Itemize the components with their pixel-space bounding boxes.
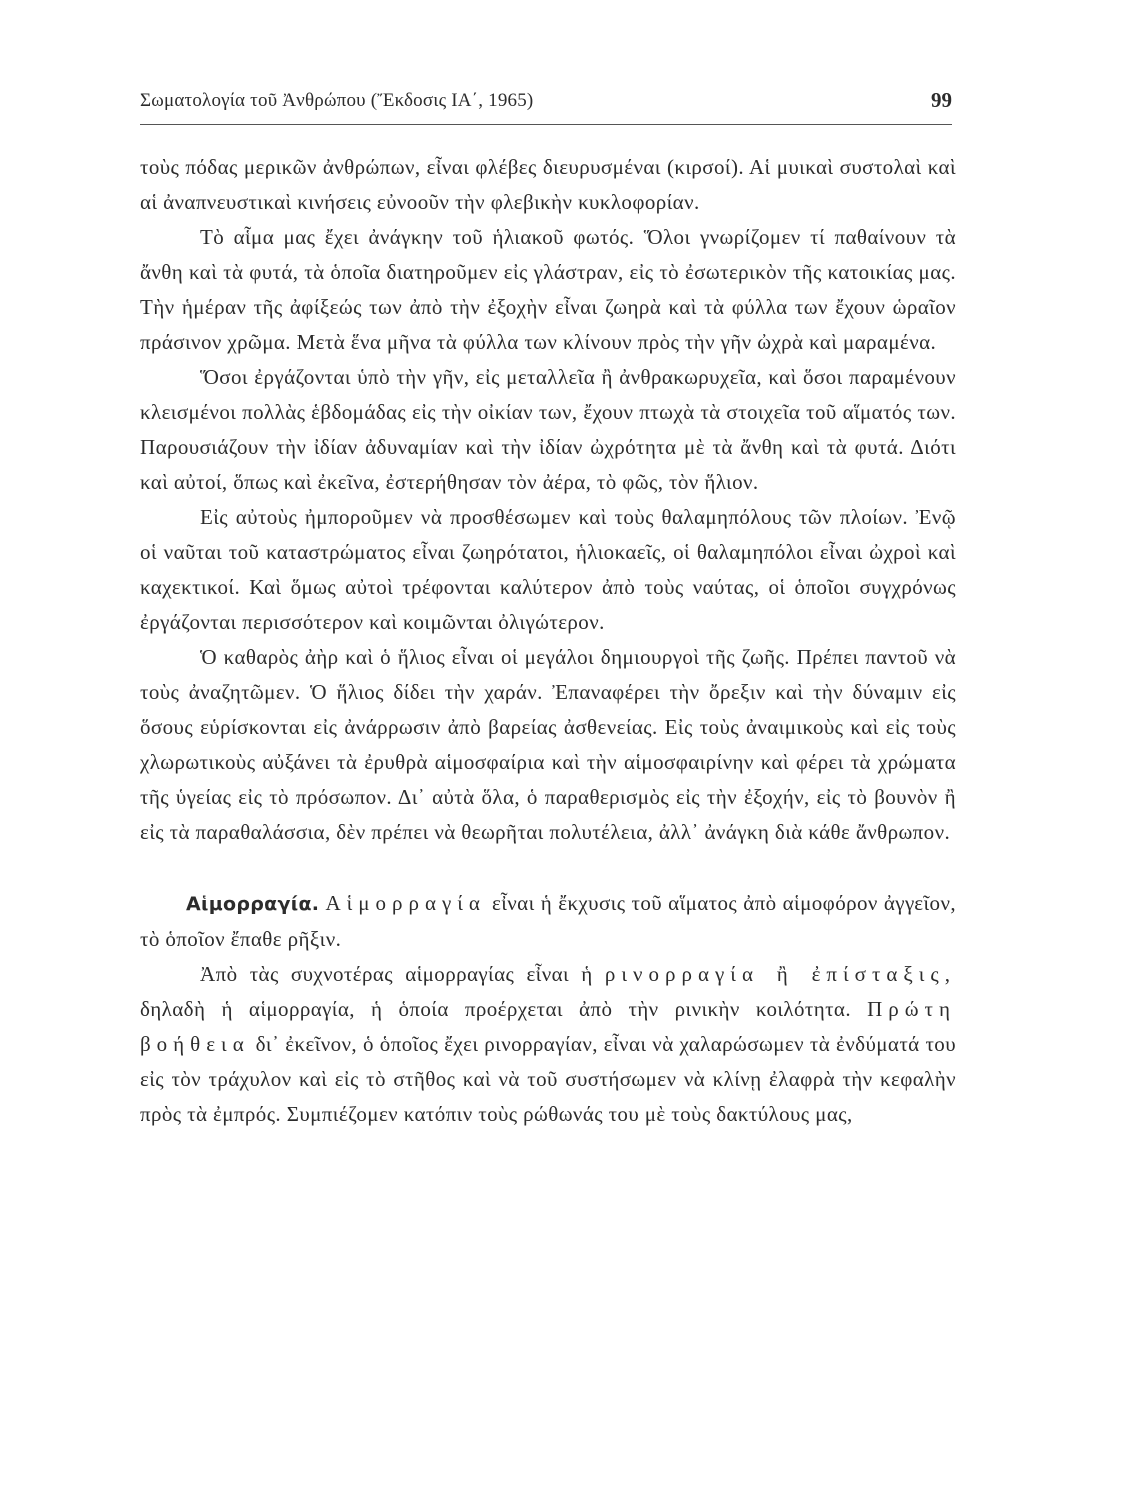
running-header	[140, 84, 952, 125]
page-number: 99	[931, 88, 952, 112]
paragraph-text: Ἀπὸ τὰς συχνοτέρας αἱμορραγίας εἶναι ἡ	[200, 962, 593, 986]
paragraph: Ὁ καθαρὸς ἀὴρ καὶ ὁ ἥλιος εἶναι οἱ μεγάλοι δημιουργοὶ τῆς ζωῆς. Πρέπει παντοῦ νὰ τοὺς ἀναζητῶμεν. Ὁ ἥλιος δίδει τὴν χαράν. Ἐπαναφέρει τὴν ὄρεξιν καὶ τὴν δύναμιν εἰς ὅσους εὑρίσκονται εἰς ἀνάρρωσιν ἀπὸ βαρείας ἀσθενείας. Εἰς τοὺς ἀναιμικοὺς καὶ εἰς τοὺς χλωρωτικοὺς αὐξάνει τὰ ἐρυθρὰ αἱμοσφαίρια καὶ τὴν αἱμοσφαιρίνην καὶ φέρει τὰ χρώματα τῆς ὑγείας εἰς τὸ πρόσωπον. Δι᾿ αὐτὰ ὅλα, ὁ παραθερισμὸς εἰς τὴν ἐξοχήν, εἰς τὸ βουνὸν ἢ εἰς τὰ παραθαλάσσια, δὲν πρέπει νὰ θεωρῆται πολυτέλεια, ἀλλ᾿ ἀνάγκη διὰ κάθε ἄνθρωπον.	[140, 645, 956, 844]
spaced-term: Αἱμορραγία	[325, 891, 486, 915]
paragraph-text: εἶναι ἡ ἔκχυσις τοῦ αἵματος ἀπὸ αἱμοφόρον ἀγγεῖον, τὸ ὁποῖον ἔπαθε ρῆξιν.	[140, 891, 956, 951]
spaced-term: Πρώτη βοήθεια	[140, 997, 956, 1056]
spaced-term: ρινορραγία ἢ ἐπίσταξις,	[604, 962, 956, 986]
section-paragraph	[140, 886, 956, 957]
paragraph	[140, 957, 956, 1132]
paragraph-text: δηλαδὴ ἡ αἱμορραγία, ἡ ὁποία προέρχεται ἀπὸ τὴν ρινικὴν κοιλότητα.	[140, 997, 851, 1021]
paragraph: Τὸ αἷμα μας ἔχει ἀνάγκην τοῦ ἡλιακοῦ φωτός. Ὅλοι γνωρίζομεν τί παθαίνουν τὰ ἄνθη καὶ τὰ φυτά, τὰ ὁποῖα διατηροῦμεν εἰς γλάστραν, εἰς τὸ ἐσωτερικὸν τῆς κατοικίας μας. Τὴν ἡμέραν τῆς ἀφίξεώς των ἀπὸ τὴν ἐξοχὴν εἶναι ζωηρὰ καὶ τὰ φύλλα των ἔχουν ὡραῖον πράσινον χρῶμα. Μετὰ ἕνα μῆνα τὰ φύλλα των κλίνουν πρὸς τὴν γῆν ὠχρὰ καὶ μαραμένα.	[140, 225, 956, 354]
running-title: Σωματολογία τοῦ Ἀνθρώπου (Ἔκδοσις ΙΑ΄, 1965)	[140, 90, 534, 111]
section-heading: Αἱμορραγία.	[186, 893, 320, 915]
paragraph: τοὺς πόδας μερικῶν ἀνθρώπων, εἶναι φλέβες διευρυσμέναι (κιρσοί). Αἱ μυικαὶ συστολαὶ καὶ αἱ ἀναπνευστικαὶ κινήσεις εὐνοοῦν τὴν φλεβικὴν κυκλοφορίαν.	[140, 155, 956, 214]
paragraph: Ὅσοι ἐργάζονται ὑπὸ τὴν γῆν, εἰς μεταλλεῖα ἢ ἀνθρακωρυχεῖα, καὶ ὅσοι παραμένουν κλεισμένοι πολλὰς ἑβδομάδας εἰς τὴν οἰκίαν των, ἔχουν πτωχὰ τὰ στοιχεῖα τοῦ αἵματός των. Παρουσιάζουν τὴν ἰδίαν ἀδυναμίαν καὶ τὴν ἰδίαν ὠχρότητα μὲ τὰ ἄνθη καὶ τὰ φυτά. Διότι καὶ αὐτοί, ὅπως καὶ ἐκεῖνα, ἐστερήθησαν τὸν ἀέρα, τὸ φῶς, τὸν ἥλιον.	[140, 365, 956, 494]
paragraph: Εἰς αὐτοὺς ἠμποροῦμεν νὰ προσθέσωμεν καὶ τοὺς θαλαμηπόλους τῶν πλοίων. Ἐνῷ οἱ ναῦται τοῦ καταστρώματος εἶναι ζωηρότατοι, ἡλιοκαεῖς, οἱ θαλαμηπόλοι εἶναι ὠχροὶ καὶ καχεκτικοί. Καὶ ὅμως αὐτοὶ τρέφονται καλύτερον ἀπὸ τοὺς ναύτας, οἱ ὁποῖοι συγχρόνως ἐργάζονται περισσότερον καὶ κοιμῶνται ὀλιγώτερον.	[140, 505, 956, 634]
paragraph-text: δι᾿ ἐκεῖνον, ὁ ὁποῖος ἔχει ρινορραγίαν, εἶναι νὰ χαλαρώσωμεν τὰ ἐνδύματά του εἰς τὸν τράχυλον καὶ εἰς τὸ στῆθος καὶ νὰ τοῦ συστήσωμεν νὰ κλίνῃ ἐλαφρὰ τὴν κεφαλὴν πρὸς τὰ ἐμπρός. Συμπιέζομεν κατόπιν τοὺς ρώθωνάς του μὲ τοὺς δακτύλους μας,	[140, 1032, 957, 1126]
body-text	[140, 150, 956, 1132]
